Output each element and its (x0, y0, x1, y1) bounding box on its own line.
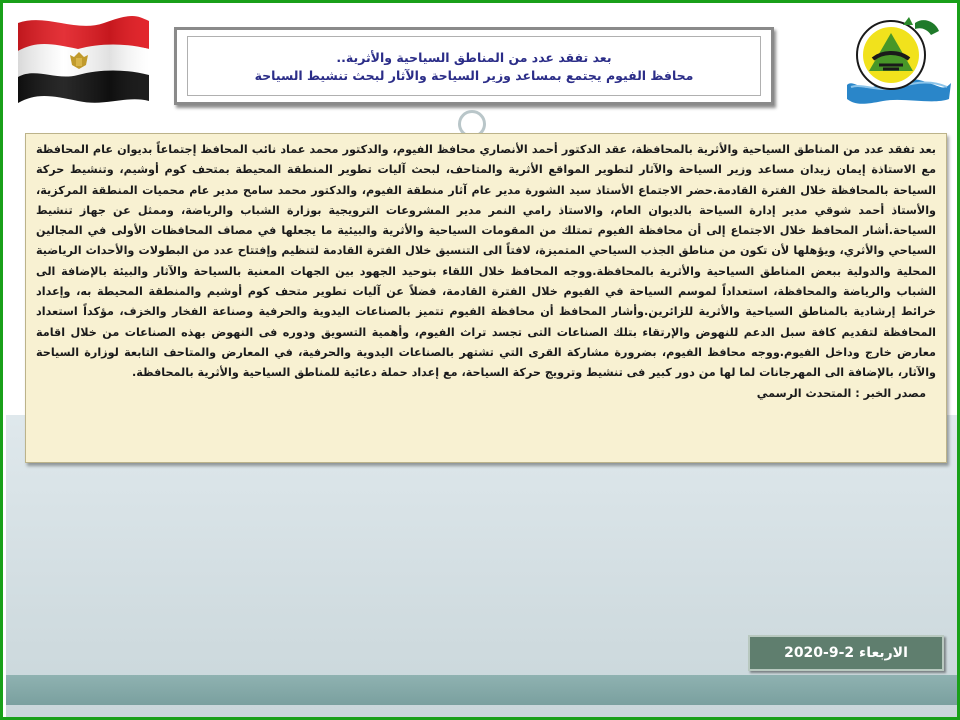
news-source: مصدر الخبر : المتحدث الرسمي (756, 386, 926, 400)
date-badge (748, 635, 944, 671)
date-text: الاربعاء 2-9-2020 (784, 645, 908, 661)
headline-line-1: بعد تفقد عدد من المناطق السياحية والأثرية.. (336, 50, 612, 65)
article-box (25, 133, 947, 463)
headline-line-2: محافظ الفيوم يجتمع بمساعد وزير السياحة والآثار لبحث تنشيط السياحة (254, 68, 694, 83)
headline-inner-frame (187, 36, 761, 96)
headline-box (174, 27, 774, 105)
article-body: بعد تفقد عدد من المناطق السياحية والأثرية بالمحافظة، عقد الدكتور أحمد الأنصاري محافظ الفيوم، والدكتور محمد عماد نائب المحافظ إجتماعاً بديوان عام المحافظة مع الاستاذة إيمان زيدان مساعد وزير السياحة والآثار لتطوير المواقع الأثرية والمتاحف، لبحث آليات تطوير المنطقة المحيطة بمتحف كوم أوشيم، وتنشيط حركة السياحة بالمحافظة خلال الفترة القادمة.حضر الاجتماع الأستاذ سيد الشورة مدير عام آثار منطقة الفيوم، والدكتور محمد سامح مدير عام محميات المنطقة المركزية، والأستاذ أحمد شوقي مدير إدارة السياحة بالديوان العام، والاستاذ رامي النمر مدير المشروعات الترويجية بوزارة الشباب والرياضة، وممثل عن جهاز تنشيط السياحة.أشار المحافظ خلال الاجتماع إلى أن محافظة الفيوم تمتلك من المقومات السياحية والأثرية والبيئية ما يجعلها في مصاف المحافظات الأولى في المجالين السياحي والأثري، ويؤهلها لأن تكون من مناطق الجذب السياحي المتميزة، لافتاً الى التنسيق خلال الفترة القادمة لتنظيم وإفتتاح عدد من البطولات والأحداث الرياضية المحلية والدولية ببعض المناطق السياحية والأثرية بالمحافظة.ووجه المحافظ خلال اللقاء بتوحيد الجهود بين الجهات المعنية بالسياحة والآثار والبيئة بالإضافة الى الشباب والرياضة والمحافظة، استعداداً لموسم السياحة في الفيوم خلال الفترة القادمة، فضلاً عن آليات تطوير متحف كوم أوشيم والمنطقة المحيطة به، وإعداد خرائط إرشادية بالمناطق السياحية والأثرية للزائرين.وأشار المحافظ أن محافظة الفيوم تتميز بالصناعات اليدوية والحرفية وصناعة الفخار والخزف، مؤكداً استعداد المحافظة لتقديم كافة سبل الدعم للنهوض والإرتقاء بتلك الصناعات التى تجسد تراث الفيوم، وأهمية التسويق ودوره فى النهوض بهذه الصناعات من خلال اقامة معارض خارج وداخل الفيوم.ووجه محافظ الفيوم، بضرورة مشاركة القرى التي تشتهر بالصناعات اليدوية والحرفية، في المعارض والمتاحف التابعة لوزارة السياحة والآثار، بالإضافة الى المهرجانات لما لها من دور كبير فى تنشيط وترويج حركة السياحة، مع إعداد حملة دعائية للمناطق السياحية والأثرية بالمحافظة. (36, 143, 936, 380)
bottom-bar (6, 675, 960, 705)
egypt-flag-icon (16, 11, 151, 107)
fayoum-governorate-logo-icon (843, 13, 953, 109)
